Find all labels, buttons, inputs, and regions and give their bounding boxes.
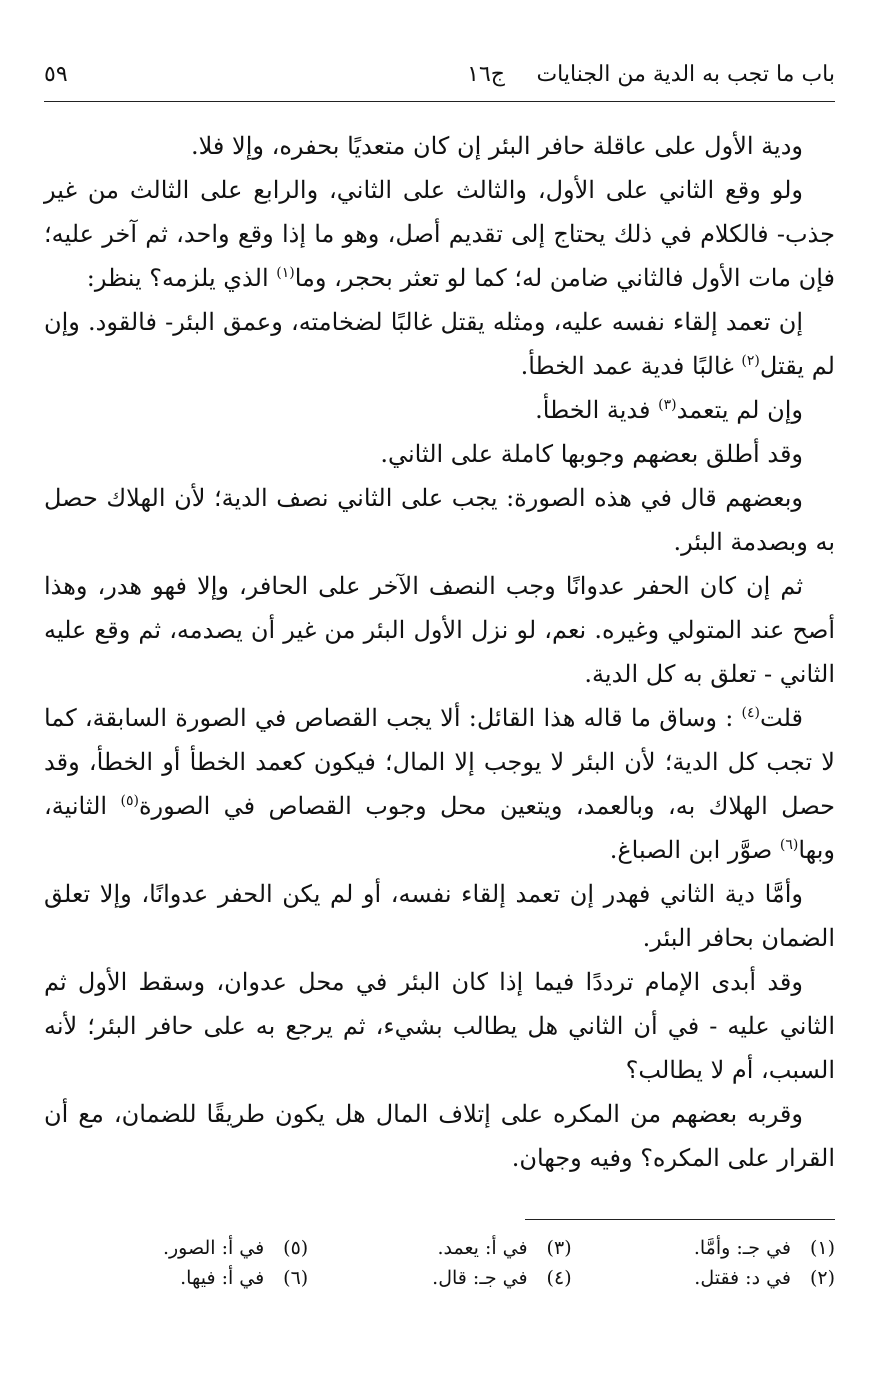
footnote-row — [44, 1263, 835, 1293]
paragraph-text: إن تعمد إلقاء نفسه عليه، ومثله يقتل غالبًا لضخامته، وعمق البئر- فالقود. وإن لم يقتل — [44, 308, 835, 380]
main-text — [44, 124, 835, 1180]
paragraph-text: فدية الخطأ. — [535, 396, 659, 424]
footnote-marker: (٤) — [741, 705, 761, 721]
paragraph-text: وقد أطلق بعضهم وجوبها كاملة على الثاني. — [380, 440, 803, 468]
footnote — [45, 1233, 308, 1263]
footnotes — [44, 1233, 835, 1293]
footnote-row — [44, 1233, 835, 1263]
footnote-text: في أ: الصور. — [162, 1237, 265, 1259]
paragraph — [44, 696, 835, 872]
footnote-text: في أ: يعمد. — [437, 1237, 528, 1259]
volume-label: ج١٦ — [467, 62, 505, 87]
footnote-marker: (٦) — [779, 837, 799, 853]
footnote — [572, 1263, 835, 1293]
footnote-text: في أ: فيها. — [180, 1267, 265, 1289]
paragraph-text: وإن لم يتعمد — [676, 396, 803, 424]
footnote-number: (٤) — [546, 1267, 572, 1289]
paragraph — [44, 476, 835, 564]
footnote-number: (١) — [809, 1237, 835, 1259]
paragraph-text: ودية الأول على عاقلة حافر البئر إن كان متعديًا بحفره، وإلا فلا. — [190, 132, 803, 160]
paragraph-text: قلت — [760, 704, 803, 732]
paragraph-text: وأمَّا دية الثاني فهدر إن تعمد إلقاء نفسه، أو لم يكن الحفر عدوانًا، وإلا تعلق الضمان بحافر البئر. — [44, 880, 835, 952]
paragraph-text: الذي يلزمه؟ ينظر: — [86, 264, 277, 292]
footnote-number: (٣) — [546, 1237, 572, 1259]
paragraph-text: صوَّر ابن الصباغ. — [609, 836, 780, 864]
footnote-text: في د: فقتل. — [694, 1267, 791, 1289]
paragraph — [44, 960, 835, 1092]
running-header — [44, 52, 835, 96]
header-divider — [44, 101, 835, 102]
paragraph-text: الثانية، وبها — [44, 792, 835, 864]
paragraph-text: وقربه بعضهم من المكره على إتلاف المال هل يكون طريقًا للضمان، مع أن القرار على المكره؟ وفيه وجهان. — [44, 1100, 835, 1172]
footnote-divider — [525, 1219, 835, 1220]
footnote — [308, 1233, 571, 1263]
chapter-title: باب ما تجب به الدية من الجنايات — [536, 62, 835, 87]
paragraph-text: ولو وقع الثاني على الأول، والثالث على الثاني، والرابع على الثالث من غير جذب- فالكلام في ذلك يحتاج إلى تقديم أصل، وهو ما إذا وقع واحد، ثم آخر عليه؛ فإن مات الأول فالثاني ضامن له؛ كما لو تعثر بحجر، وما — [44, 176, 835, 292]
paragraph — [44, 388, 835, 432]
footnote-text: في جـ: وأمَّا. — [693, 1237, 791, 1259]
footnote-text: في جـ: قال. — [432, 1267, 528, 1289]
footnote — [45, 1263, 308, 1293]
footnote — [308, 1263, 571, 1293]
footnote-number: (٥) — [283, 1237, 309, 1259]
paragraph-text: ثم إن كان الحفر عدوانًا وجب النصف الآخر على الحافر، وإلا فهو هدر، وهذا أصح عند المتولي وغيره. نعم، لو نزل الأول البئر من غير أن يصدمه، ثم وقع عليه الثاني - تعلق به كل الدية. — [44, 572, 835, 688]
paragraph — [44, 300, 835, 388]
paragraph-text: غالبًا فدية عمد الخطأ. — [520, 352, 742, 380]
footnote-marker: (٣) — [658, 397, 677, 413]
paragraph-text: : وساق ما قاله هذا القائل: ألا يجب القصاص في الصورة السابقة، كما لا تجب كل الدية؛ لأن البئر لا يوجب إلا المال؛ فيكون كعمد الخطأ أو الخطأ، وقد حصل الهلاك به، وبالعمد، ويتعين محل وجوب القصاص في الصورة — [44, 704, 836, 820]
footnote-marker: (١) — [276, 265, 295, 281]
paragraph — [44, 564, 835, 696]
paragraph — [44, 124, 835, 168]
paragraph-text: وبعضهم قال في هذه الصورة: يجب على الثاني نصف الدية؛ لأن الهلاك حصل به وبصدمة البئر. — [44, 484, 835, 556]
paragraph — [44, 1092, 835, 1180]
footnote-marker: (٢) — [741, 353, 760, 369]
footnote — [572, 1233, 835, 1263]
paragraph — [44, 168, 835, 300]
paragraph — [44, 432, 835, 476]
footnote-marker: (٥) — [120, 793, 139, 809]
page-number: ٥٩ — [44, 62, 68, 87]
paragraph — [44, 872, 835, 960]
footnote-number: (٦) — [283, 1267, 309, 1289]
footnote-number: (٢) — [809, 1267, 835, 1289]
paragraph-text: وقد أبدى الإمام ترددًا فيما إذا كان البئر في محل عدوان، وسقط الأول ثم الثاني عليه - في أن الثاني هل يطالب بشيء، ثم يرجع به على حافر البئر؛ لأنه السبب، أم لا يطالب؟ — [44, 968, 835, 1084]
